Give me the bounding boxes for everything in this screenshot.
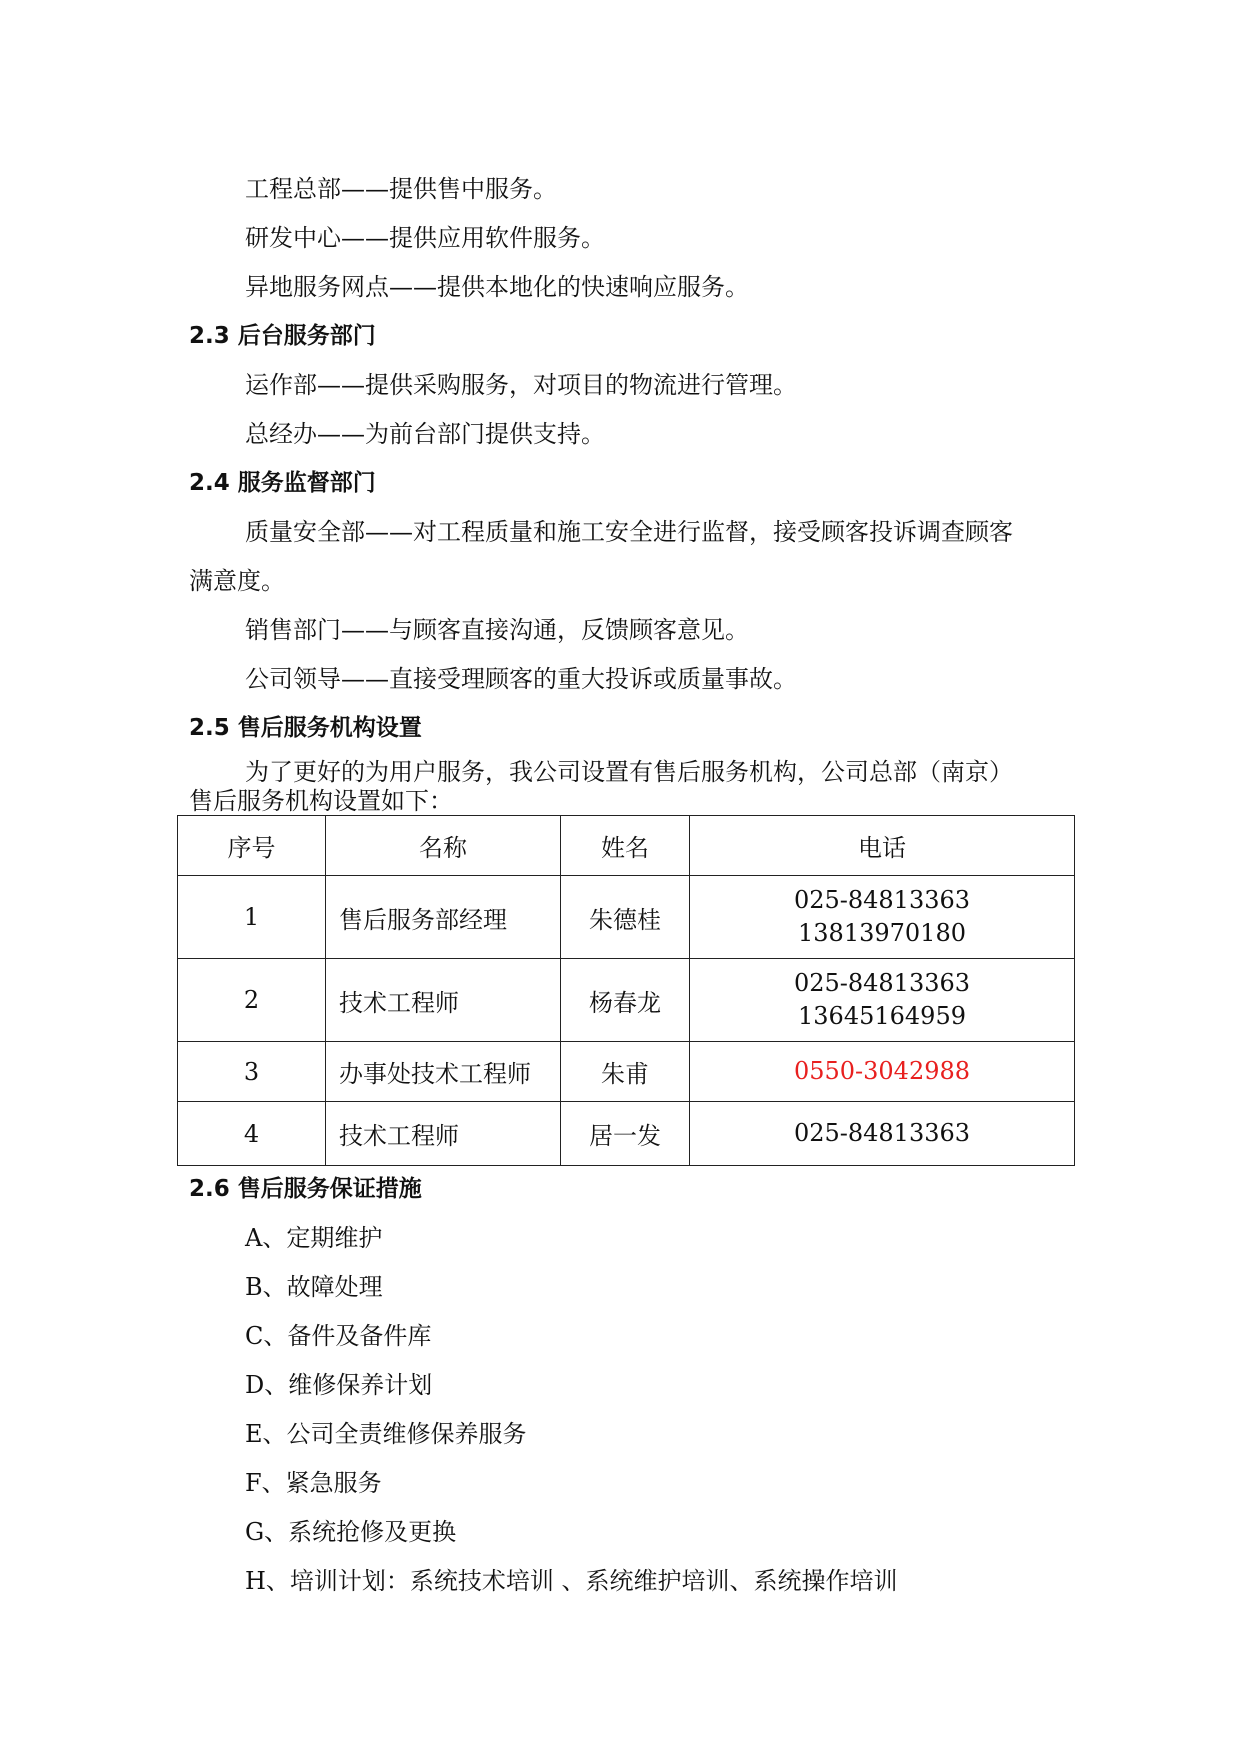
paragraph-sales: 销售部门——与顾客直接沟通，反馈顾客意见。 bbox=[245, 616, 749, 644]
header-no: 序号 bbox=[178, 816, 326, 876]
phone-mobile: 13645164959 bbox=[798, 1002, 966, 1030]
cell-no: 1 bbox=[178, 876, 326, 959]
list-item: E、公司全责维修保养服务 bbox=[245, 1420, 527, 1448]
paragraph-remote-service: 异地服务网点——提供本地化的快速响应服务。 bbox=[245, 273, 749, 301]
list-item: D、维修保养计划 bbox=[245, 1371, 433, 1399]
cell-phone bbox=[690, 1102, 1075, 1166]
paragraph-leadership: 公司领导——直接受理顾客的重大投诉或质量事故。 bbox=[245, 665, 797, 693]
cell-name: 杨春龙 bbox=[561, 959, 690, 1042]
section-heading-2-5: 2.5 售后服务机构设置 bbox=[189, 715, 422, 741]
paragraph-intro-cont: 售后服务机构设置如下： bbox=[189, 787, 453, 815]
cell-name: 朱德桂 bbox=[561, 876, 690, 959]
cell-no: 4 bbox=[178, 1102, 326, 1166]
paragraph-quality-safety-cont: 满意度。 bbox=[189, 567, 285, 595]
paragraph-general-office: 总经办——为前台部门提供支持。 bbox=[245, 420, 605, 448]
header-name: 姓名 bbox=[561, 816, 690, 876]
section-heading-2-6: 2.6 售后服务保证措施 bbox=[189, 1176, 422, 1202]
paragraph-rd-center: 研发中心——提供应用软件服务。 bbox=[245, 224, 605, 252]
cell-phone bbox=[690, 1042, 1075, 1102]
table-row bbox=[178, 959, 1075, 1042]
phone-office: 025-84813363 bbox=[793, 1119, 971, 1147]
cell-phone bbox=[690, 876, 1075, 959]
cell-name: 居一发 bbox=[561, 1102, 690, 1166]
phone-mobile: 13813970180 bbox=[798, 919, 966, 947]
cell-title: 售后服务部经理 bbox=[326, 876, 561, 959]
cell-title: 技术工程师 bbox=[326, 959, 561, 1042]
paragraph-engineering-hq: 工程总部——提供售中服务。 bbox=[245, 175, 557, 203]
header-title: 名称 bbox=[326, 816, 561, 876]
cell-no: 3 bbox=[178, 1042, 326, 1102]
list-item: G、系统抢修及更换 bbox=[245, 1518, 457, 1546]
service-org-table bbox=[177, 815, 1075, 1166]
section-heading-2-3: 2.3 后台服务部门 bbox=[189, 323, 376, 349]
phone-office-highlighted: 0550-3042988 bbox=[793, 1057, 971, 1085]
table-row bbox=[178, 876, 1075, 959]
list-item: C、备件及备件库 bbox=[245, 1322, 432, 1350]
list-item: A、定期维护 bbox=[245, 1224, 383, 1252]
table-row bbox=[178, 1102, 1075, 1166]
section-heading-2-4: 2.4 服务监督部门 bbox=[189, 470, 376, 496]
table-row bbox=[178, 1042, 1075, 1102]
paragraph-intro: 为了更好的为用户服务，我公司设置有售后服务机构，公司总部（南京） bbox=[245, 758, 1013, 786]
paragraph-quality-safety: 质量安全部——对工程质量和施工安全进行监督，接受顾客投诉调查顾客 bbox=[245, 518, 1013, 546]
cell-name: 朱甫 bbox=[561, 1042, 690, 1102]
table-header-row bbox=[178, 816, 1075, 876]
header-phone: 电话 bbox=[690, 816, 1075, 876]
cell-title: 办事处技术工程师 bbox=[326, 1042, 561, 1102]
list-item: F、紧急服务 bbox=[245, 1469, 382, 1497]
paragraph-operations: 运作部——提供采购服务，对项目的物流进行管理。 bbox=[245, 371, 797, 399]
cell-title: 技术工程师 bbox=[326, 1102, 561, 1166]
phone-office: 025-84813363 bbox=[793, 886, 971, 914]
list-item: H、培训计划：系统技术培训 、系统维护培训、系统操作培训 bbox=[245, 1567, 898, 1595]
cell-no: 2 bbox=[178, 959, 326, 1042]
list-item: B、故障处理 bbox=[245, 1273, 383, 1301]
cell-phone bbox=[690, 959, 1075, 1042]
phone-office: 025-84813363 bbox=[793, 969, 971, 997]
